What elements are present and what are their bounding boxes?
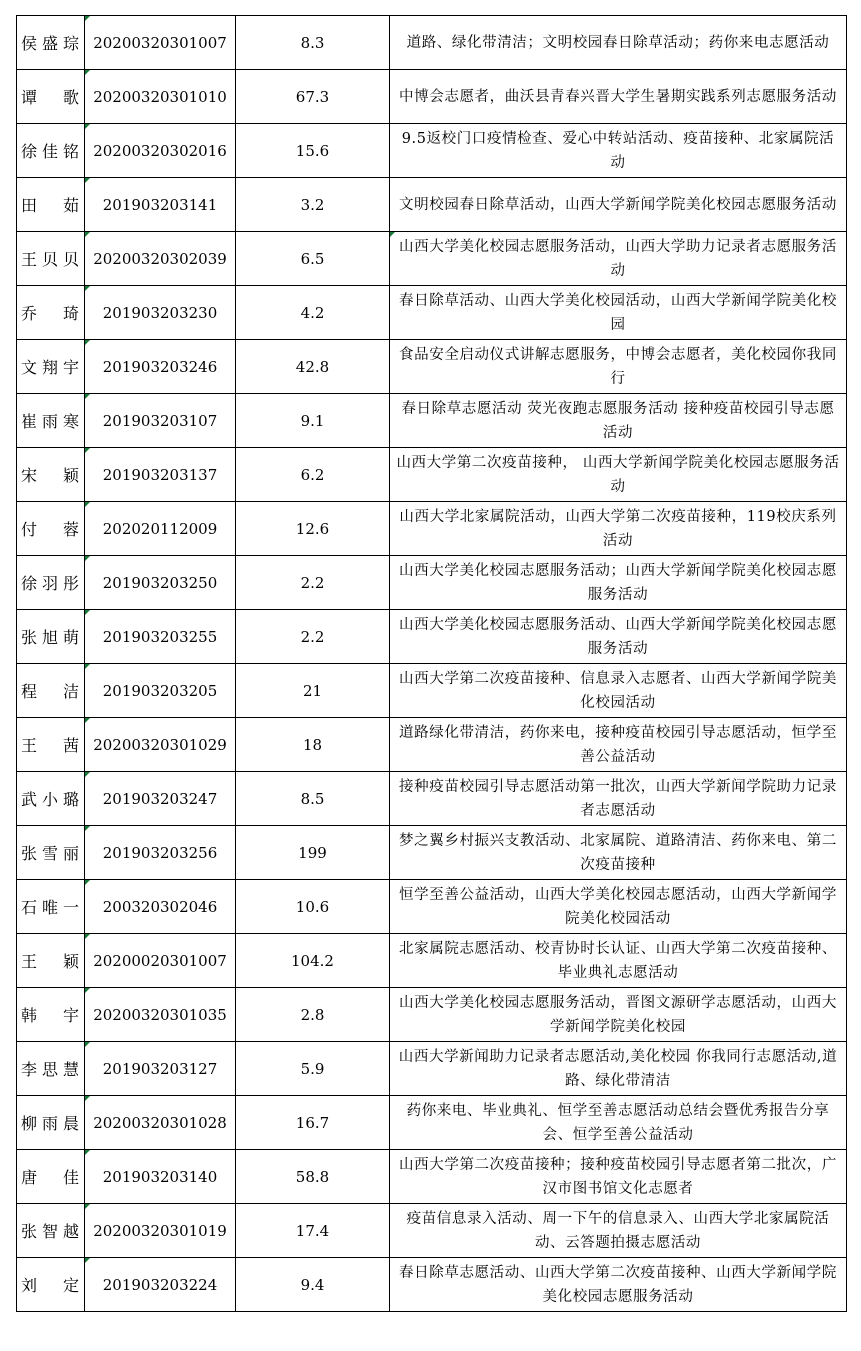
student-name: 谭 歌	[21, 88, 80, 107]
student-name: 文翔宇	[21, 358, 80, 377]
student-id: 20200020301007	[85, 934, 236, 988]
student-id: 201903203256	[85, 826, 236, 880]
volunteer-hours: 2.2	[236, 610, 390, 664]
student-name-cell	[17, 502, 85, 556]
table-row	[17, 232, 847, 286]
volunteer-hours: 12.6	[236, 502, 390, 556]
activity-list: 中博会志愿者，曲沃县青春兴晋大学生暑期实践系列志愿服务活动	[390, 70, 847, 124]
student-name: 唐 佳	[21, 1168, 80, 1187]
student-name-cell	[17, 1096, 85, 1150]
activity-list: 恒学至善公益活动，山西大学美化校园志愿活动，山西大学新闻学院美化校园活动	[390, 880, 847, 934]
student-name-cell	[17, 340, 85, 394]
volunteer-hours: 18	[236, 718, 390, 772]
activity-list: 梦之翼乡村振兴支教活动、北家属院、道路清洁、药你来电、第二次疫苗接种	[390, 826, 847, 880]
table-row	[17, 1042, 847, 1096]
activity-list: 春日除草志愿活动、山西大学第二次疫苗接种、山西大学新闻学院美化校园志愿服务活动	[390, 1258, 847, 1312]
table-row	[17, 664, 847, 718]
table-row	[17, 1096, 847, 1150]
volunteer-hours: 2.8	[236, 988, 390, 1042]
student-name: 田 茹	[21, 196, 80, 215]
student-name: 付 蓉	[21, 520, 80, 539]
volunteer-hours: 6.2	[236, 448, 390, 502]
student-name-cell	[17, 16, 85, 70]
activity-list: 春日除草活动、山西大学美化校园活动，山西大学新闻学院美化校园	[390, 286, 847, 340]
student-name-cell	[17, 394, 85, 448]
activity-list: 山西大学美化校园志愿服务活动；山西大学新闻学院美化校园志愿服务活动	[390, 556, 847, 610]
student-name-cell	[17, 826, 85, 880]
table-row	[17, 394, 847, 448]
student-id: 20200320302016	[85, 124, 236, 178]
table-row	[17, 124, 847, 178]
student-name: 张智越	[21, 1222, 80, 1241]
activity-list: 山西大学第二次疫苗接种；接种疫苗校园引导志愿者第二批次，广汉市图书馆文化志愿者	[390, 1150, 847, 1204]
student-id: 201903203250	[85, 556, 236, 610]
student-name-cell	[17, 718, 85, 772]
table-row	[17, 502, 847, 556]
student-name: 韩 宇	[21, 1006, 80, 1025]
student-id: 20200320302039	[85, 232, 236, 286]
student-name: 程 洁	[21, 682, 80, 701]
volunteer-hours: 21	[236, 664, 390, 718]
volunteer-hours: 6.5	[236, 232, 390, 286]
table-row	[17, 988, 847, 1042]
activity-list: 山西大学第二次疫苗接种、信息录入志愿者、山西大学新闻学院美化校园活动	[390, 664, 847, 718]
student-name: 乔 琦	[21, 304, 80, 323]
student-name-cell	[17, 1042, 85, 1096]
student-id: 201903203107	[85, 394, 236, 448]
table-row	[17, 880, 847, 934]
activity-list: 食品安全启动仪式讲解志愿服务，中博会志愿者，美化校园你我同行	[390, 340, 847, 394]
table-row	[17, 340, 847, 394]
activity-list: 接种疫苗校园引导志愿活动第一批次，山西大学新闻学院助力记录者志愿活动	[390, 772, 847, 826]
student-name-cell	[17, 772, 85, 826]
student-name-cell	[17, 70, 85, 124]
student-name: 张雪丽	[21, 844, 80, 863]
volunteer-hours: 3.2	[236, 178, 390, 232]
student-name-cell	[17, 1258, 85, 1312]
volunteer-hours: 9.4	[236, 1258, 390, 1312]
student-name-cell	[17, 610, 85, 664]
student-name-cell	[17, 448, 85, 502]
student-id: 201903203205	[85, 664, 236, 718]
student-name: 徐佳铭	[21, 142, 80, 161]
activity-list: 道路、绿化带清洁；文明校园春日除草活动；药你来电志愿活动	[390, 16, 847, 70]
student-name: 王 颖	[21, 952, 80, 971]
student-name: 徐羽彤	[21, 574, 80, 593]
volunteer-hours: 9.1	[236, 394, 390, 448]
table-row	[17, 610, 847, 664]
student-name-cell	[17, 988, 85, 1042]
activity-list: 山西大学美化校园志愿服务活动，晋图文源研学志愿活动，山西大学新闻学院美化校园	[390, 988, 847, 1042]
activity-list: 疫苗信息录入活动、周一下午的信息录入、山西大学北家属院活动、云答题拍摄志愿活动	[390, 1204, 847, 1258]
activity-list: 文明校园春日除草活动，山西大学新闻学院美化校园志愿服务活动	[390, 178, 847, 232]
activity-list: 山西大学北家属院活动，山西大学第二次疫苗接种，119校庆系列活动	[390, 502, 847, 556]
volunteer-hours: 4.2	[236, 286, 390, 340]
table-row	[17, 16, 847, 70]
student-name-cell	[17, 178, 85, 232]
student-name-cell	[17, 232, 85, 286]
table-row	[17, 556, 847, 610]
student-name-cell	[17, 1150, 85, 1204]
table-row	[17, 178, 847, 232]
student-id: 201903203140	[85, 1150, 236, 1204]
activity-list: 9.5返校门口疫情检查、爱心中转站活动、疫苗接种、北家属院活动	[390, 124, 847, 178]
volunteer-hours: 199	[236, 826, 390, 880]
table-row	[17, 826, 847, 880]
volunteer-hours: 8.3	[236, 16, 390, 70]
activity-list: 山西大学新闻助力记录者志愿活动,美化校园 你我同行志愿活动,道路、绿化带清洁	[390, 1042, 847, 1096]
student-name-cell	[17, 556, 85, 610]
table-row	[17, 718, 847, 772]
table-row	[17, 1258, 847, 1312]
student-id: 201903203224	[85, 1258, 236, 1312]
student-name-cell	[17, 880, 85, 934]
student-id: 20200320301035	[85, 988, 236, 1042]
student-name: 武小璐	[21, 790, 80, 809]
table-row	[17, 1204, 847, 1258]
student-id: 201903203127	[85, 1042, 236, 1096]
table-row	[17, 286, 847, 340]
table-row	[17, 448, 847, 502]
table-row	[17, 772, 847, 826]
student-id: 201903203230	[85, 286, 236, 340]
student-id: 20200320301028	[85, 1096, 236, 1150]
student-id: 20200320301019	[85, 1204, 236, 1258]
student-id: 201903203246	[85, 340, 236, 394]
student-id: 201903203141	[85, 178, 236, 232]
student-name: 张旭萌	[21, 628, 80, 647]
volunteer-hours: 58.8	[236, 1150, 390, 1204]
volunteer-hours: 10.6	[236, 880, 390, 934]
activity-list: 春日除草志愿活动 荧光夜跑志愿服务活动 接种疫苗校园引导志愿活动	[390, 394, 847, 448]
volunteer-hours: 2.2	[236, 556, 390, 610]
volunteer-hours: 42.8	[236, 340, 390, 394]
volunteer-hours: 17.4	[236, 1204, 390, 1258]
student-name: 刘 定	[21, 1276, 80, 1295]
student-id: 20200320301029	[85, 718, 236, 772]
student-name-cell	[17, 124, 85, 178]
table-row	[17, 1150, 847, 1204]
activity-list: 山西大学第二次疫苗接种， 山西大学新闻学院美化校园志愿服务活动	[390, 448, 847, 502]
student-name-cell	[17, 286, 85, 340]
activity-list: 道路绿化带清洁，药你来电，接种疫苗校园引导志愿活动，恒学至善公益活动	[390, 718, 847, 772]
activity-list: 药你来电、毕业典礼、恒学至善志愿活动总结会暨优秀报告分享会、恒学至善公益活动	[390, 1096, 847, 1150]
student-id: 202020112009	[85, 502, 236, 556]
student-name-cell	[17, 1204, 85, 1258]
student-name: 宋 颖	[21, 466, 80, 485]
student-name: 柳雨晨	[21, 1114, 80, 1133]
volunteer-hours: 5.9	[236, 1042, 390, 1096]
student-id: 20200320301007	[85, 16, 236, 70]
activity-list: 山西大学美化校园志愿服务活动、山西大学新闻学院美化校园志愿服务活动	[390, 610, 847, 664]
activity-list: 山西大学美化校园志愿服务活动，山西大学助力记录者志愿服务活动	[390, 232, 847, 286]
activity-list: 北家属院志愿活动、校青协时长认证、山西大学第二次疫苗接种、毕业典礼志愿活动	[390, 934, 847, 988]
student-id: 200320302046	[85, 880, 236, 934]
volunteer-hours: 104.2	[236, 934, 390, 988]
student-id: 201903203137	[85, 448, 236, 502]
volunteer-hours-table	[16, 15, 847, 1312]
student-name: 王贝贝	[21, 250, 80, 269]
student-name: 侯盛琮	[21, 34, 80, 53]
student-name-cell	[17, 934, 85, 988]
student-name-cell	[17, 664, 85, 718]
table-row	[17, 934, 847, 988]
student-name: 崔雨寒	[21, 412, 80, 431]
volunteer-hours: 8.5	[236, 772, 390, 826]
student-name: 王 茜	[21, 736, 80, 755]
student-id: 201903203247	[85, 772, 236, 826]
volunteer-hours: 16.7	[236, 1096, 390, 1150]
student-name: 李思慧	[21, 1060, 80, 1079]
table-row	[17, 70, 847, 124]
volunteer-hours: 15.6	[236, 124, 390, 178]
table-body	[17, 16, 847, 1312]
student-id: 20200320301010	[85, 70, 236, 124]
student-name: 石唯一	[21, 898, 80, 917]
volunteer-hours: 67.3	[236, 70, 390, 124]
student-id: 201903203255	[85, 610, 236, 664]
